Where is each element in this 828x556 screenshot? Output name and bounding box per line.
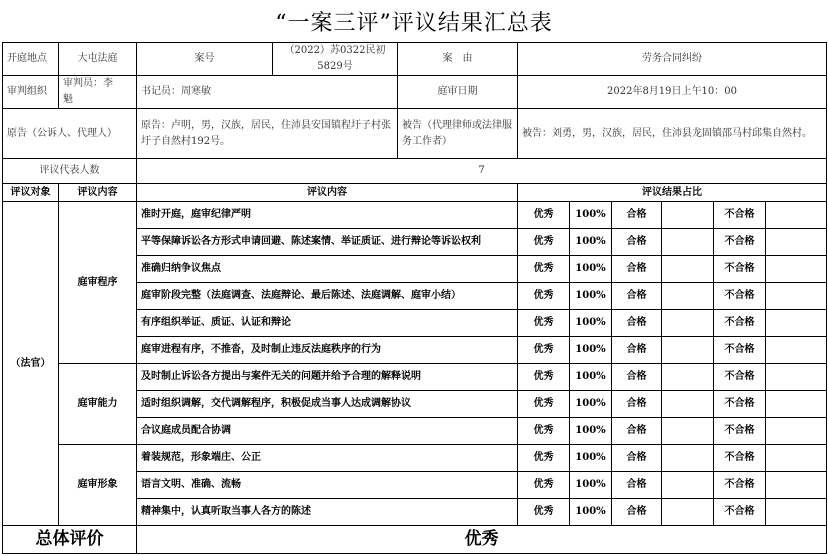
result-excellent-pct: 100% bbox=[570, 472, 612, 499]
result-fail-pct bbox=[766, 418, 827, 445]
criteria-body bbox=[3, 202, 827, 526]
reps-label: 评议代表人数 bbox=[3, 159, 137, 184]
result-pass-pct bbox=[662, 229, 714, 256]
result-pass: 合格 bbox=[612, 499, 662, 526]
plaintiff-label: 原告（公诉人、代理人） bbox=[3, 109, 137, 159]
result-excellent: 优秀 bbox=[518, 391, 570, 418]
result-fail: 不合格 bbox=[714, 445, 766, 472]
overall-value: 优秀 bbox=[137, 526, 827, 554]
criteria-text: 庭审进程有序，不推沓，及时制止违反法庭秩序的行为 bbox=[137, 337, 518, 364]
result-excellent: 优秀 bbox=[518, 445, 570, 472]
result-fail-pct bbox=[766, 445, 827, 472]
cause-label: 案 由 bbox=[398, 43, 518, 76]
result-fail: 不合格 bbox=[714, 391, 766, 418]
result-pass-pct bbox=[662, 283, 714, 310]
footer-row bbox=[3, 526, 827, 554]
criteria-row bbox=[3, 202, 827, 229]
result-excellent-pct: 100% bbox=[570, 256, 612, 283]
result-excellent: 优秀 bbox=[518, 256, 570, 283]
result-excellent-pct: 100% bbox=[570, 229, 612, 256]
result-pass-pct bbox=[662, 337, 714, 364]
result-excellent: 优秀 bbox=[518, 283, 570, 310]
result-fail-pct bbox=[766, 256, 827, 283]
result-fail: 不合格 bbox=[714, 364, 766, 391]
result-fail: 不合格 bbox=[714, 202, 766, 229]
result-fail-pct bbox=[766, 472, 827, 499]
result-pass-pct bbox=[662, 391, 714, 418]
result-pass-pct bbox=[662, 256, 714, 283]
group-name: 庭审程序 bbox=[59, 202, 137, 364]
cause-value: 劳务合同纠纷 bbox=[518, 43, 827, 76]
result-fail: 不合格 bbox=[714, 256, 766, 283]
info-row-1 bbox=[3, 43, 827, 76]
criteria-text: 有序组织举证、质证、认证和辩论 bbox=[137, 310, 518, 337]
result-excellent: 优秀 bbox=[518, 364, 570, 391]
venue-label: 开庭地点 bbox=[3, 43, 59, 76]
criteria-row bbox=[3, 364, 827, 391]
result-pass-pct bbox=[662, 445, 714, 472]
result-fail-pct bbox=[766, 310, 827, 337]
criteria-text: 合议庭成员配合协调 bbox=[137, 418, 518, 445]
venue-value: 大屯法庭 bbox=[59, 43, 137, 76]
case-no-label: 案号 bbox=[137, 43, 273, 76]
result-fail-pct bbox=[766, 499, 827, 526]
result-excellent: 优秀 bbox=[518, 418, 570, 445]
header-ratio: 评议结果占比 bbox=[518, 184, 827, 202]
info-row-4 bbox=[3, 159, 827, 184]
result-pass-pct bbox=[662, 364, 714, 391]
result-fail: 不合格 bbox=[714, 283, 766, 310]
result-excellent-pct: 100% bbox=[570, 445, 612, 472]
header-detail: 评议内容 bbox=[137, 184, 518, 202]
result-pass: 合格 bbox=[612, 310, 662, 337]
result-fail: 不合格 bbox=[714, 310, 766, 337]
result-pass: 合格 bbox=[612, 364, 662, 391]
result-excellent-pct: 100% bbox=[570, 391, 612, 418]
result-pass: 合格 bbox=[612, 256, 662, 283]
result-excellent: 优秀 bbox=[518, 337, 570, 364]
result-fail: 不合格 bbox=[714, 472, 766, 499]
result-fail-pct bbox=[766, 229, 827, 256]
result-pass-pct bbox=[662, 310, 714, 337]
summary-table bbox=[2, 42, 827, 554]
result-fail-pct bbox=[766, 364, 827, 391]
result-pass: 合格 bbox=[612, 472, 662, 499]
date-label: 庭审日期 bbox=[398, 76, 518, 109]
result-excellent-pct: 100% bbox=[570, 310, 612, 337]
criteria-text: 准时开庭，庭审纪律严明 bbox=[137, 202, 518, 229]
result-pass-pct bbox=[662, 202, 714, 229]
panel-label: 审判组织 bbox=[3, 76, 59, 109]
group-name: 庭审能力 bbox=[59, 364, 137, 445]
group-name: 庭审形象 bbox=[59, 445, 137, 526]
result-pass: 合格 bbox=[612, 337, 662, 364]
result-fail-pct bbox=[766, 202, 827, 229]
result-excellent-pct: 100% bbox=[570, 364, 612, 391]
summary-sheet bbox=[2, 42, 827, 554]
criteria-text: 适时组织调解，交代调解程序，积极促成当事人达成调解协议 bbox=[137, 391, 518, 418]
defendant-label: 被告（代理律师或法律服务工作者） bbox=[398, 109, 518, 159]
info-row-3 bbox=[3, 109, 827, 159]
info-row-2 bbox=[3, 76, 827, 109]
date-value: 2022年8月19日上午10：00 bbox=[518, 76, 827, 109]
result-excellent-pct: 100% bbox=[570, 283, 612, 310]
reps-value: 7 bbox=[137, 159, 827, 184]
result-pass: 合格 bbox=[612, 391, 662, 418]
result-excellent: 优秀 bbox=[518, 310, 570, 337]
header-row bbox=[3, 184, 827, 202]
result-fail-pct bbox=[766, 391, 827, 418]
overall-label: 总体评价 bbox=[3, 526, 137, 554]
result-pass: 合格 bbox=[612, 445, 662, 472]
result-fail: 不合格 bbox=[714, 418, 766, 445]
result-pass-pct bbox=[662, 472, 714, 499]
criteria-text: 着装规范，形象端庄、公正 bbox=[137, 445, 518, 472]
plaintiff-value: 原告：卢明，男，汉族，居民，住沛县安国镇程圩子村张圩子自然村192号。 bbox=[137, 109, 398, 159]
result-fail: 不合格 bbox=[714, 499, 766, 526]
result-fail-pct bbox=[766, 283, 827, 310]
page-title: “一案三评”评议结果汇总表 bbox=[275, 11, 553, 36]
criteria-text: 准确归纳争议焦点 bbox=[137, 256, 518, 283]
object-value: （法官） bbox=[3, 202, 59, 526]
result-excellent-pct: 100% bbox=[570, 202, 612, 229]
defendant-value: 被告：刘勇，男，汉族，居民，住沛县龙固镇邵马村邱集自然村。 bbox=[518, 109, 827, 159]
judge-name: 审判员：李 魁 bbox=[59, 76, 137, 109]
clerk-name: 书记员：周寒敏 bbox=[137, 76, 398, 109]
result-excellent-pct: 100% bbox=[570, 418, 612, 445]
result-fail: 不合格 bbox=[714, 229, 766, 256]
criteria-text: 语言文明、准确、流畅 bbox=[137, 472, 518, 499]
result-pass: 合格 bbox=[612, 202, 662, 229]
result-fail: 不合格 bbox=[714, 337, 766, 364]
result-pass: 合格 bbox=[612, 283, 662, 310]
result-excellent: 优秀 bbox=[518, 229, 570, 256]
result-fail-pct bbox=[766, 337, 827, 364]
result-pass-pct bbox=[662, 418, 714, 445]
result-excellent-pct: 100% bbox=[570, 499, 612, 526]
criteria-text: 平等保障诉讼各方形式申请回避、陈述案情、举证质证、进行辩论等诉讼权利 bbox=[137, 229, 518, 256]
case-no-value: （2022）苏0322民初5829号 bbox=[273, 43, 398, 76]
result-excellent: 优秀 bbox=[518, 202, 570, 229]
criteria-text: 及时制止诉讼各方提出与案件无关的问题并给予合理的解释说明 bbox=[137, 364, 518, 391]
result-excellent: 优秀 bbox=[518, 499, 570, 526]
result-pass: 合格 bbox=[612, 418, 662, 445]
criteria-text: 精神集中，认真听取当事人各方的陈述 bbox=[137, 499, 518, 526]
result-excellent: 优秀 bbox=[518, 472, 570, 499]
header-object: 评议对象 bbox=[3, 184, 59, 202]
result-pass: 合格 bbox=[612, 229, 662, 256]
result-excellent-pct: 100% bbox=[570, 337, 612, 364]
criteria-row bbox=[3, 445, 827, 472]
criteria-text: 庭审阶段完整（法庭调查、法庭辩论、最后陈述、法庭调解、庭审小结） bbox=[137, 283, 518, 310]
result-pass-pct bbox=[662, 499, 714, 526]
header-content: 评议内容 bbox=[59, 184, 137, 202]
